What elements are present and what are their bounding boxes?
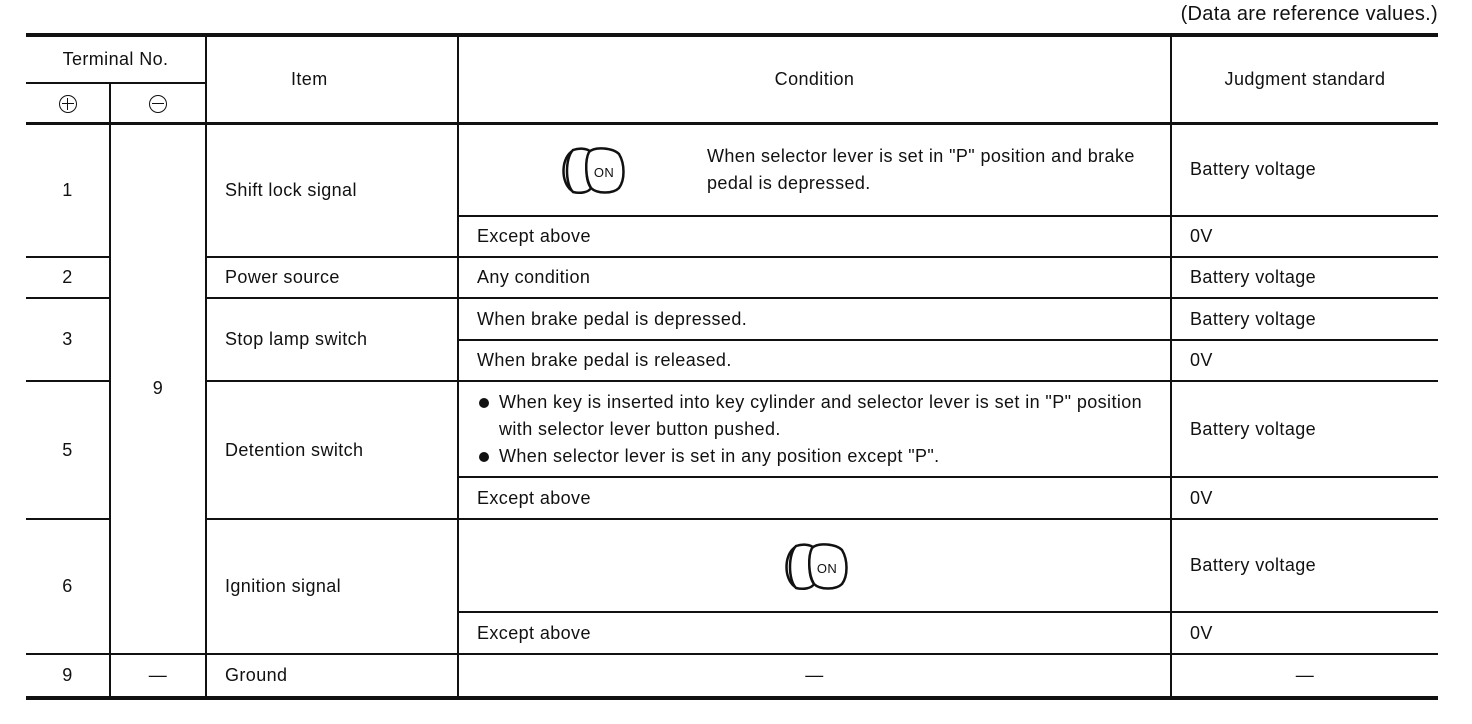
table-row [26,298,1438,340]
condition-cell: — [458,654,1171,698]
condition-cell: When brake pedal is depressed. [458,298,1171,340]
condition-bullet: When key is inserted into key cylinder and selector lever is set in "P" position with selector lever button pushed. [477,389,1152,443]
terminal-cell: 3 [26,298,110,381]
condition-cell: When brake pedal is released. [458,340,1171,381]
condition-cell: Except above [458,612,1171,654]
terminal-cell: 2 [26,257,110,298]
header-judgment-standard: Judgment standard [1171,35,1438,123]
condition-text: When selector lever is set in "P" position and brake pedal is depressed. [707,145,1135,193]
table-row [26,519,1438,612]
table-row [26,257,1438,298]
table-row [26,381,1438,477]
condition-cell: Except above [458,216,1171,257]
reference-note: (Data are reference values.) [1180,3,1438,25]
condition-cell [458,381,1171,477]
header-minus-terminal [110,83,206,123]
header-plus-terminal [26,83,110,123]
item-cell: Detention switch [206,381,458,519]
header-terminal-no: Terminal No. [26,35,206,83]
ignition-key-on-icon [780,534,850,598]
item-cell: Power source [206,257,458,298]
judgment-cell: 0V [1171,340,1438,381]
condition-cell [458,519,1171,612]
minus-terminal-shared: 9 [110,123,206,654]
judgment-cell: Battery voltage [1171,381,1438,477]
item-cell: Shift lock signal [206,123,458,257]
icon-on-label: ON [816,560,837,576]
terminal-cell: 1 [26,123,110,257]
judgment-cell: 0V [1171,216,1438,257]
condition-cell: Except above [458,477,1171,519]
judgment-cell: Battery voltage [1171,519,1438,612]
table-row [26,654,1438,698]
item-cell: Ground [206,654,458,698]
judgment-cell: Battery voltage [1171,298,1438,340]
table-row [26,123,1438,216]
terminal-cell: 5 [26,381,110,519]
header-condition: Condition [458,35,1171,123]
judgment-cell: 0V [1171,612,1438,654]
judgment-cell: Battery voltage [1171,123,1438,216]
judgment-cell: 0V [1171,477,1438,519]
minus-terminal-cell: — [110,654,206,698]
item-cell: Stop lamp switch [206,298,458,381]
condition-bullet: When selector lever is set in any position except "P". [477,443,1152,470]
minus-circle-icon [149,95,167,113]
header-item: Item [206,35,458,123]
terminal-cell: 9 [26,654,110,698]
condition-cell: Any condition [458,257,1171,298]
plus-circle-icon [59,95,77,113]
terminal-spec-table [26,33,1438,700]
judgment-cell: — [1171,654,1438,698]
icon-on-label: ON [593,164,615,180]
judgment-cell: Battery voltage [1171,257,1438,298]
ignition-key-on-icon [557,138,627,202]
condition-cell [458,123,1171,216]
terminal-cell: 6 [26,519,110,654]
item-cell: Ignition signal [206,519,458,654]
